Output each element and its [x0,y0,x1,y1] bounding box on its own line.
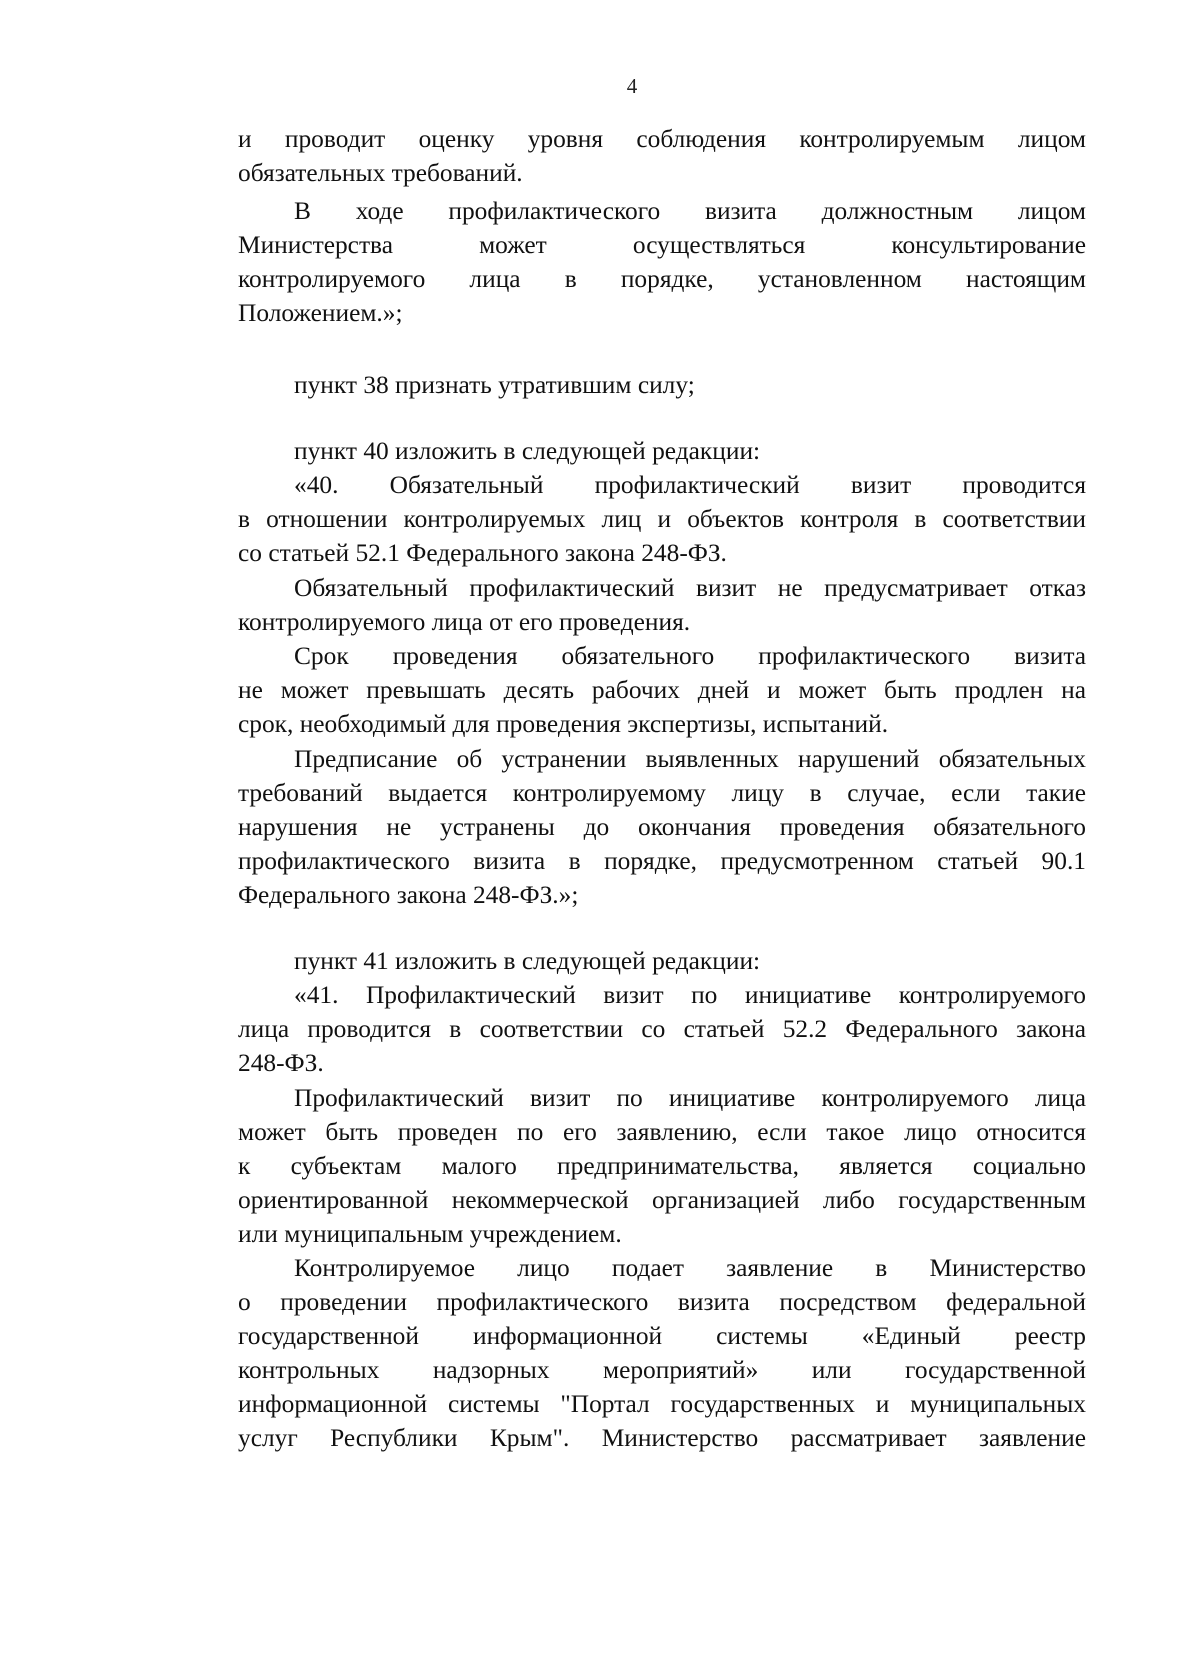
text-line: 248-ФЗ. [238,1049,324,1077]
text-line: обязательных требований. [238,159,523,187]
text-line: «41. Профилактический визит по инициативе контролируемого [294,981,1086,1009]
text-line: пункт 41 изложить в следующей редакции: [294,947,761,975]
text-line: может быть проведен по его заявлению, если такое лицо относится [238,1118,1086,1146]
text-line: к субъектам малого предпринимательства, является социально [238,1152,1086,1180]
text-line: контролируемого лица от его проведения. [238,608,691,636]
text-line: В ходе профилактического визита должностным лицом [294,197,1086,225]
page-number: 4 [626,74,638,98]
text-line: пункт 40 изложить в следующей редакции: [294,437,761,465]
text-line: лица проводится в соответствии со статьей 52.2 Федерального закона [238,1015,1086,1043]
text-line: информационной системы "Портал государственных и муниципальных [238,1390,1086,1418]
text-line: нарушения не устранены до окончания проведения обязательного [238,813,1086,841]
text-line: контролируемого лица в порядке, установленном настоящим [238,265,1086,293]
text-line: Срок проведения обязательного профилактического визита [294,642,1086,670]
text-line: или муниципальным учреждением. [238,1220,622,1248]
text-line: Обязательный профилактический визит не предусматривает отказ [294,574,1086,602]
text-line: пункт 38 признать утратившим силу; [294,371,695,399]
text-line: и проводит оценку уровня соблюдения контролируемым лицом [238,125,1086,153]
text-line: Предписание об устранении выявленных нарушений обязательных [294,745,1086,773]
text-line: со статьей 52.1 Федерального закона 248-ФЗ. [238,539,727,567]
text-line: о проведении профилактического визита посредством федеральной [238,1288,1086,1316]
text-line: Федерального закона 248-ФЗ.»; [238,881,579,909]
text-line: требований выдается контролируемому лицу в случае, если такие [238,779,1086,807]
text-line: в отношении контролируемых лиц и объектов контроля в соответствии [238,505,1086,533]
text-line: ориентированной некоммерческой организацией либо государственным [238,1186,1086,1214]
text-line: контрольных надзорных мероприятий» или государственной [238,1356,1086,1384]
text-line: не может превышать десять рабочих дней и может быть продлен на [238,676,1086,704]
text-line: государственной информационной системы «Единый реестр [238,1322,1086,1350]
text-line: Положением.»; [238,299,403,327]
text-line: «40. Обязательный профилактический визит проводится [294,471,1086,499]
text-line: срок, необходимый для проведения экспертизы, испытаний. [238,710,889,738]
text-line: Контролируемое лицо подает заявление в Министерство [294,1254,1086,1282]
text-line: Министерства может осуществляться консультирование [238,231,1086,259]
text-line: Профилактический визит по инициативе контролируемого лица [294,1084,1086,1112]
text-line: услуг Республики Крым". Министерство рассматривает заявление [238,1424,1086,1452]
text-line: профилактического визита в порядке, предусмотренном статьей 90.1 [238,847,1086,875]
